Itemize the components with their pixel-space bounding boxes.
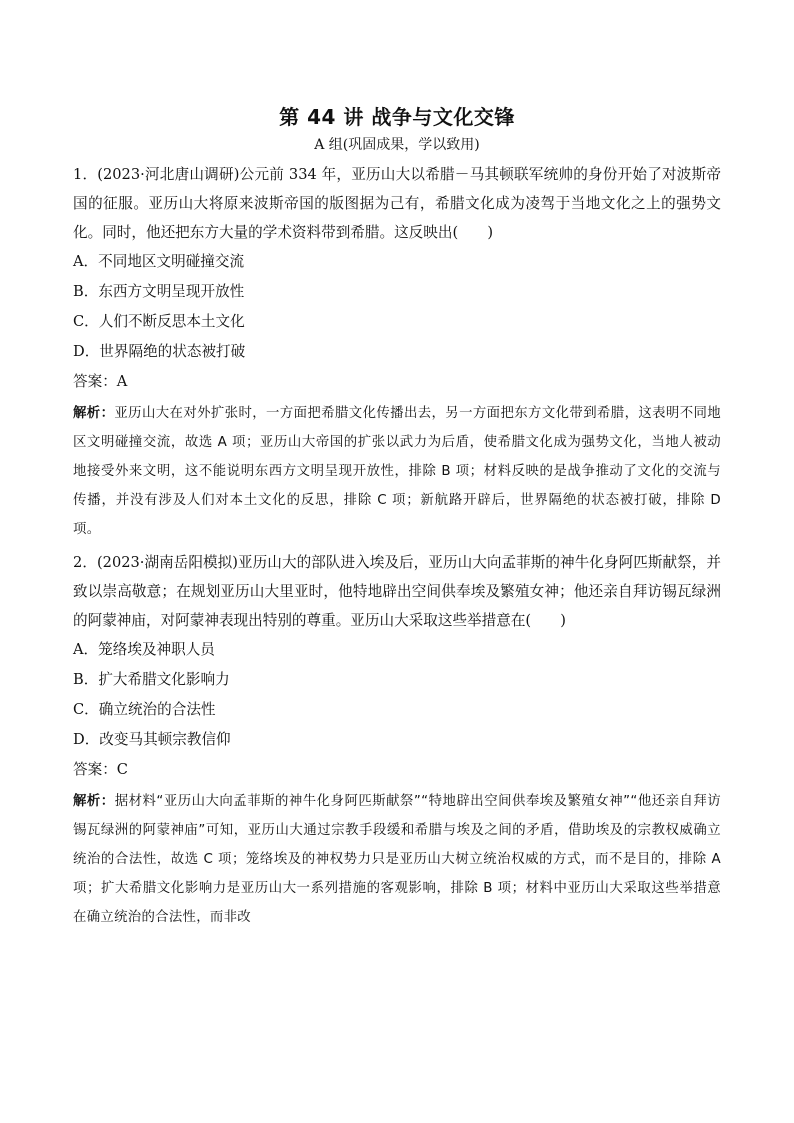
group-label: A 组(巩固成果，学以致用) — [314, 137, 480, 153]
option-list — [73, 247, 721, 367]
analysis-text: 据材料“亚历山大向孟菲斯的神牛化身阿匹斯献祭”“特地辟出空间供奉埃及繁殖女神”“他还亲自拜访锡瓦绿洲的阿蒙神庙”可知，亚历山大通过宗教手段缓和希腊与埃及之间的矛盾，借助埃及的宗教权威确立统治的合法性，故选 C 项；笼络埃及的神权势力只是亚历山大树立统治权威的方式，而不是目的，排除 A 项；扩大希腊文化影响力是亚历山大一系列措施的客观影响，排除 B 项；材料中亚历山大采取这些举措意在确立统治的合法性，而非改 — [73, 794, 721, 925]
option-a: A．笼络埃及神职人员 — [73, 641, 215, 658]
option-d: D．世界隔绝的状态被打破 — [73, 343, 246, 360]
lesson-title: 第 44 讲 战争与文化交锋 — [279, 105, 515, 129]
question-stem: 1．(2023·河北唐山调研)公元前 334 年，亚历山大以希腊－马其顿联军统帅的身份开始了对波斯帝国的征服。亚历山大将原来波斯帝国的版图据为己有，希腊文化成为凌驾于当地文化之上的强势文化。同时，他还把东方大量的学术资料带到希腊。这反映出( ) — [73, 166, 721, 241]
answer: 答案：A — [73, 373, 128, 390]
answer: 答案：C — [73, 761, 128, 778]
question-stem: 2．(2023·湖南岳阳模拟)亚历山大的部队进入埃及后，亚历山大向孟菲斯的神牛化身阿匹斯献祭，并致以崇高敬意；在规划亚历山大里亚时，他特地辟出空间供奉埃及繁殖女神；他还亲自拜访锡瓦绿洲的阿蒙神庙，对阿蒙神表现出特别的尊重。亚历山大采取这些举措意在( ) — [73, 554, 721, 629]
option-c: C．人们不断反思本土文化 — [73, 313, 245, 330]
option-a: A．不同地区文明碰撞交流 — [73, 253, 245, 270]
option-d: D．改变马其顿宗教信仰 — [73, 731, 231, 748]
option-b: B．东西方文明呈现开放性 — [73, 283, 245, 300]
document-page — [73, 102, 721, 936]
option-list — [73, 635, 721, 755]
option-c: C．确立统治的合法性 — [73, 701, 216, 718]
analysis — [73, 787, 721, 932]
option-b: B．扩大希腊文化影响力 — [73, 671, 230, 688]
analysis-label: 解析： — [73, 794, 115, 809]
analysis — [73, 399, 721, 544]
question-1 — [73, 160, 721, 544]
analysis-label: 解析： — [73, 406, 115, 421]
question-2 — [73, 548, 721, 932]
analysis-text: 亚历山大在对外扩张时，一方面把希腊文化传播出去，另一方面把东方文化带到希腊，这表明不同地区文明碰撞交流，故选 A 项；亚历山大帝国的扩张以武力为后盾，使希腊文化成为强势文化，当地人被动地接受外来文明，这不能说明东西方文明呈现开放性，排除 B 项；材料反映的是战争推动了文化的交流与传播，并没有涉及人们对本土文化的反思，排除 C 项；新航路开辟后，世界隔绝的状态被打破，排除 D 项。 — [73, 406, 721, 537]
